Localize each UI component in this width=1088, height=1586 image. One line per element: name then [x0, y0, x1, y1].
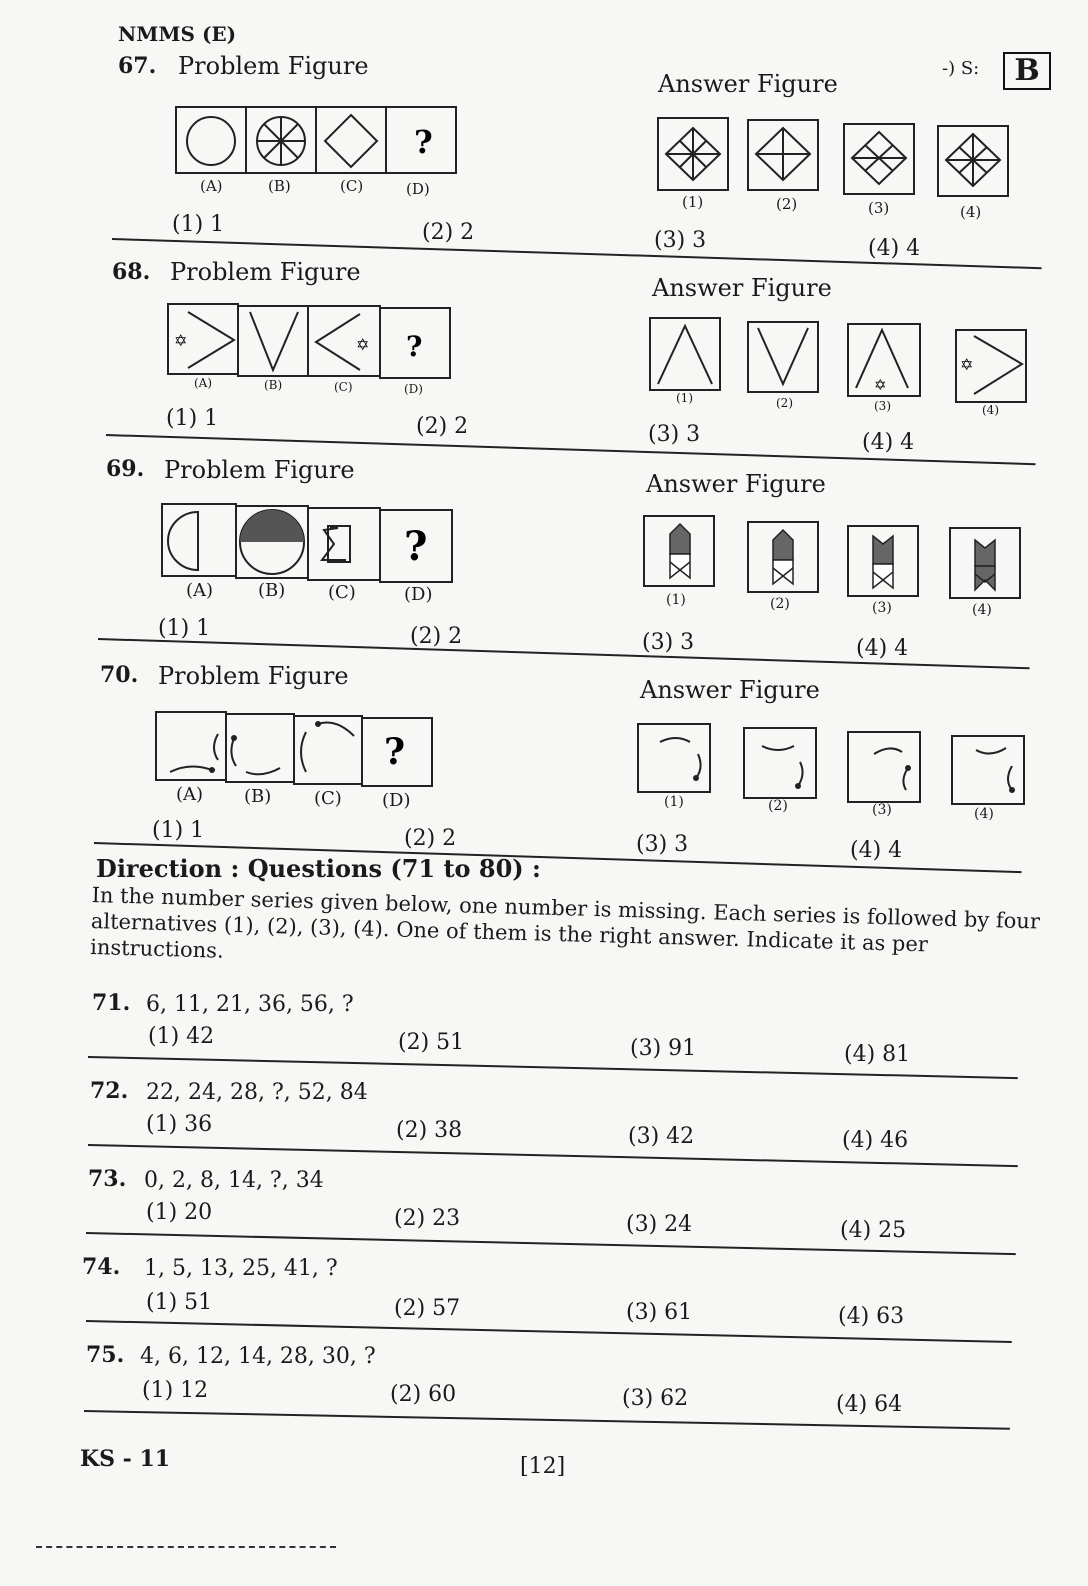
answer-label-1: (1)	[664, 794, 684, 810]
option-3[interactable]: (3) 62	[622, 1386, 689, 1411]
option-1[interactable]: (1) 1	[158, 616, 211, 641]
cut-line	[36, 1546, 336, 1548]
page-number: [12]	[520, 1454, 566, 1479]
question-number: 75.	[86, 1342, 125, 1368]
star-icon: ✡	[356, 335, 370, 354]
option-3[interactable]: (3) 3	[654, 228, 707, 253]
star-icon: ✡	[874, 376, 887, 394]
answer-label-1: (1)	[666, 592, 686, 608]
page-code: KS - 11	[80, 1446, 171, 1472]
answer-figure-title: Answer Figure	[640, 676, 820, 704]
fig-label-b: (B)	[264, 378, 283, 392]
option-4[interactable]: (4) 4	[856, 636, 909, 661]
question-number: 71.	[92, 990, 131, 1016]
question-number: 68.	[112, 259, 151, 285]
problem-figure-title: Problem Figure	[164, 456, 355, 484]
answer-label-2: (2)	[768, 798, 788, 814]
question-number: 67.	[118, 53, 157, 79]
option-4[interactable]: (4) 46	[842, 1128, 909, 1153]
fig-label-c: (C)	[340, 177, 364, 195]
answer-label-3: (3)	[872, 802, 892, 818]
number-series: 22, 24, 28, ?, 52, 84	[146, 1080, 368, 1105]
answer-figure-title: Answer Figure	[652, 274, 832, 302]
answer-figure-title: Answer Figure	[646, 470, 826, 498]
answer-label-1: (1)	[682, 193, 704, 211]
answer-label-2: (2)	[770, 596, 790, 612]
question-mark: ?	[384, 731, 406, 773]
question-number: 74.	[82, 1254, 121, 1280]
answer-label-1: (1)	[676, 391, 693, 405]
option-3[interactable]: (3) 42	[628, 1124, 695, 1149]
fig-label-b: (B)	[258, 580, 286, 601]
problem-figure-title: Problem Figure	[158, 662, 349, 690]
option-1[interactable]: (1) 1	[172, 212, 225, 237]
answer-label-4: (4)	[974, 806, 994, 822]
option-4[interactable]: (4) 63	[838, 1304, 905, 1329]
option-1[interactable]: (1) 20	[146, 1200, 213, 1225]
fig-label-d: (D)	[382, 790, 411, 811]
option-2[interactable]: (2) 2	[410, 624, 463, 649]
option-2[interactable]: (2) 38	[396, 1118, 463, 1143]
fig-label-d: (D)	[406, 180, 430, 198]
number-series: 4, 6, 12, 14, 28, 30, ?	[140, 1344, 376, 1369]
option-2[interactable]: (2) 2	[422, 220, 475, 245]
option-3[interactable]: (3) 61	[626, 1300, 693, 1325]
direction-title: Direction : Questions (71 to 80) :	[96, 854, 541, 883]
answer-label-4: (4)	[960, 203, 982, 221]
question-mark: ?	[406, 330, 423, 363]
option-2[interactable]: (2) 51	[398, 1030, 465, 1055]
answer-label-2: (2)	[776, 195, 798, 213]
exam-header: NMMS (E)	[118, 22, 237, 46]
option-4[interactable]: (4) 25	[840, 1218, 907, 1243]
answer-label-3: (3)	[868, 199, 890, 217]
fig-label-c: (C)	[314, 788, 342, 809]
option-4[interactable]: (4) 4	[868, 236, 921, 261]
option-2[interactable]: (2) 2	[404, 826, 457, 851]
question-number: 69.	[106, 456, 145, 482]
fig-label-d: (D)	[404, 584, 433, 605]
option-3[interactable]: (3) 3	[642, 630, 695, 655]
problem-figure-70	[156, 712, 434, 786]
direction-text: In the number series given below, one number is missing. Each series is followed by four alternatives (1), (2), (3), (4). One of them is the right answer. Indicate it as per instructions.	[89, 882, 1041, 963]
fig-label-b: (B)	[244, 786, 272, 807]
option-1[interactable]: (1) 1	[166, 406, 219, 431]
margin-mark: -) S:	[942, 58, 980, 79]
option-2[interactable]: (2) 60	[390, 1382, 457, 1407]
option-1[interactable]: (1) 12	[142, 1378, 209, 1403]
question-mark: ?	[414, 123, 433, 161]
answer-label-4: (4)	[972, 602, 992, 618]
question-number: 70.	[100, 662, 139, 688]
fig-label-c: (C)	[334, 380, 353, 394]
option-3[interactable]: (3) 3	[648, 422, 701, 447]
option-1[interactable]: (1) 42	[148, 1024, 215, 1049]
answer-label-2: (2)	[776, 396, 793, 410]
option-4[interactable]: (4) 81	[844, 1042, 911, 1067]
fig-label-a: (A)	[200, 177, 223, 195]
fig-label-c: (C)	[328, 582, 356, 603]
question-number: 73.	[88, 1166, 127, 1192]
option-2[interactable]: (2) 2	[416, 414, 469, 439]
problem-figure-title: Problem Figure	[170, 258, 361, 286]
fig-label-a: (A)	[194, 376, 213, 390]
number-series: 0, 2, 8, 14, ?, 34	[144, 1168, 324, 1193]
fig-label-b: (B)	[268, 177, 291, 195]
answer-figure-70	[638, 724, 1030, 804]
fig-label-a: (A)	[176, 784, 204, 805]
option-1[interactable]: (1) 36	[146, 1112, 213, 1137]
problem-figure-68	[168, 304, 452, 376]
option-1[interactable]: (1) 1	[152, 818, 205, 843]
answer-label-3: (3)	[874, 399, 891, 413]
option-4[interactable]: (4) 64	[836, 1392, 903, 1417]
option-3[interactable]: (3) 24	[626, 1212, 693, 1237]
question-mark: ?	[404, 523, 428, 570]
option-3[interactable]: (3) 3	[636, 832, 689, 857]
answer-label-3: (3)	[872, 600, 892, 616]
option-3[interactable]: (3) 91	[630, 1036, 697, 1061]
option-1[interactable]: (1) 51	[146, 1290, 213, 1315]
answer-figure-title: Answer Figure	[658, 70, 838, 98]
booklet-badge: B	[1003, 52, 1051, 90]
fig-label-a: (A)	[186, 580, 214, 601]
option-2[interactable]: (2) 23	[394, 1206, 461, 1231]
option-4[interactable]: (4) 4	[862, 430, 915, 455]
number-series: 1, 5, 13, 25, 41, ?	[144, 1256, 338, 1281]
problem-figure-67	[176, 105, 458, 177]
star-icon: ✡	[174, 331, 188, 350]
problem-figure-title: Problem Figure	[178, 52, 369, 80]
answer-figure-67	[656, 118, 1016, 194]
answer-label-4: (4)	[982, 403, 999, 417]
answer-figure-68	[650, 318, 1060, 402]
answer-figure-69	[644, 516, 1028, 596]
option-4[interactable]: (4) 4	[850, 838, 903, 863]
number-series: 6, 11, 21, 36, 56, ?	[146, 992, 354, 1017]
star-icon: ✡	[960, 355, 974, 374]
problem-figure-69	[162, 504, 454, 580]
option-2[interactable]: (2) 57	[394, 1296, 461, 1321]
question-number: 72.	[90, 1078, 129, 1104]
fig-label-d: (D)	[404, 382, 423, 396]
